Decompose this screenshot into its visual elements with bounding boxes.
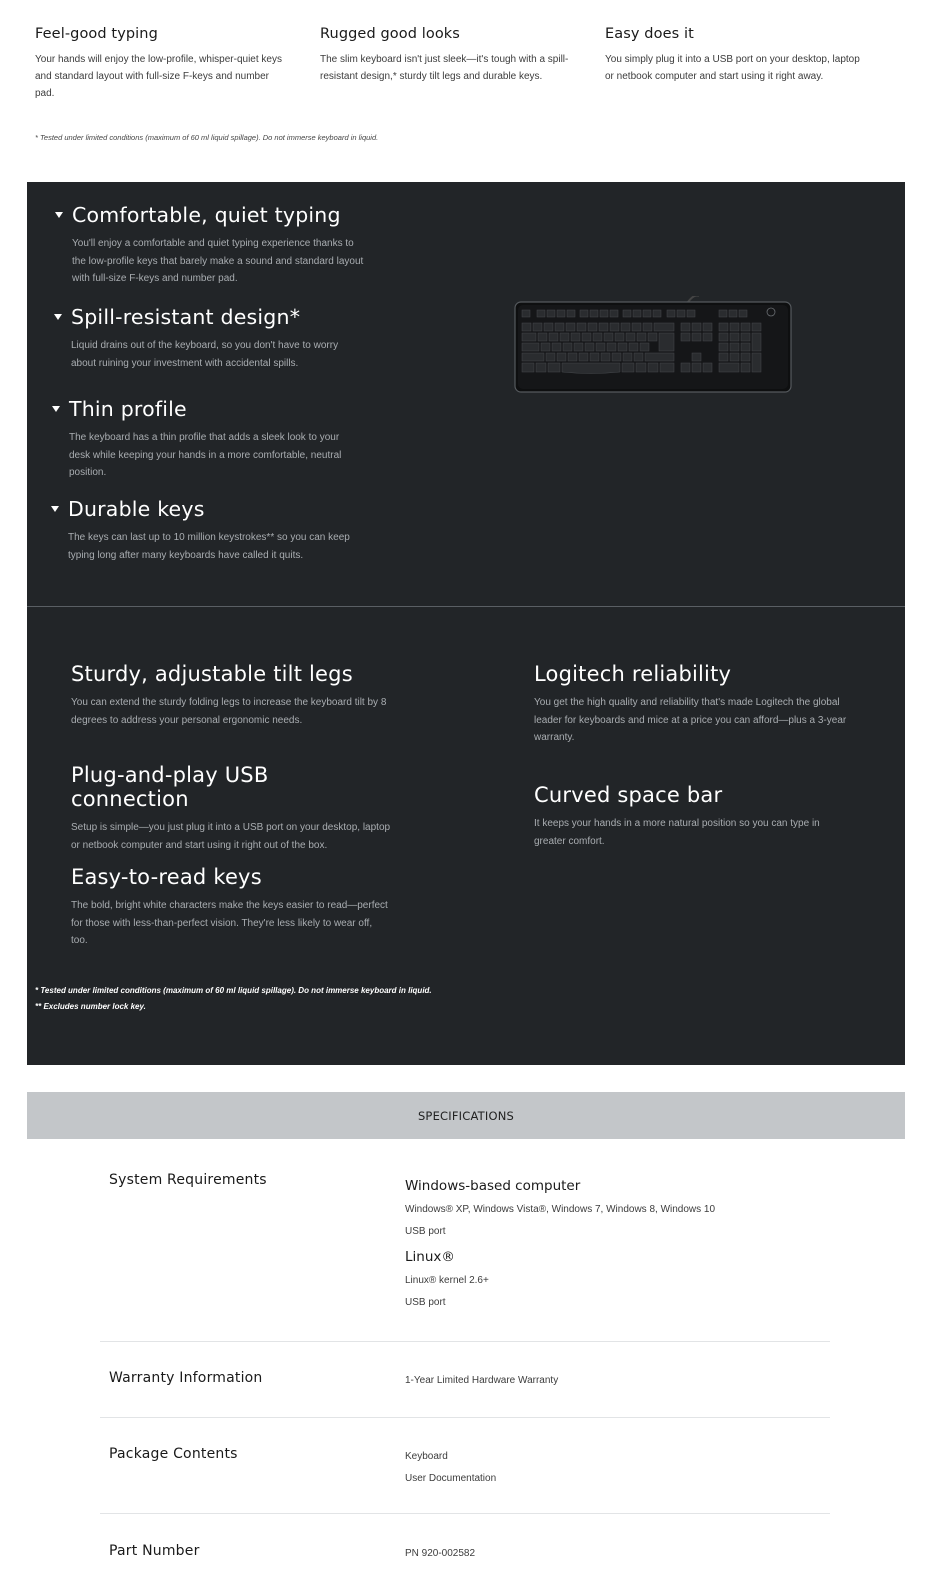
keyboard-product-image xyxy=(513,296,793,394)
spec-label: Package Contents xyxy=(109,1446,238,1462)
feature-heading: Spill-resistant design* xyxy=(71,305,301,329)
spec-label: Warranty Information xyxy=(109,1370,263,1386)
spec-label: System Requirements xyxy=(109,1172,267,1188)
feature-logitech-reliability xyxy=(534,662,864,747)
spec-package-contents xyxy=(100,1446,830,1496)
feature-title: Rugged good looks xyxy=(320,26,460,42)
feature-list-panel xyxy=(27,182,905,606)
feature-easy-to-read-keys xyxy=(71,865,391,950)
spec-line: Windows® XP, Windows Vista®, Windows 7, Windows 8, Windows 10 xyxy=(405,1204,716,1215)
caret-down-icon xyxy=(54,314,62,320)
feature-heading: Easy-to-read keys xyxy=(71,865,262,889)
numlock-footnote: ** Excludes number lock key. xyxy=(35,1002,146,1011)
feature-durable-keys xyxy=(51,497,361,564)
spec-value xyxy=(405,1370,558,1392)
spec-value xyxy=(405,1178,715,1314)
caret-down-icon xyxy=(55,212,63,218)
spec-divider xyxy=(100,1513,830,1514)
spec-warranty xyxy=(100,1370,830,1400)
caret-down-icon xyxy=(51,506,59,512)
feature-heading: Plug-and-play USB connection xyxy=(71,763,269,811)
spec-group-title: Windows-based computer xyxy=(405,1178,581,1194)
spec-line: 1-Year Limited Hardware Warranty xyxy=(405,1375,559,1386)
spec-line: PN 920-002582 xyxy=(405,1548,476,1559)
specifications-header xyxy=(27,1092,905,1139)
feature-spill-resistant xyxy=(54,305,354,372)
spill-footnote: * Tested under limited conditions (maximum of 60 ml liquid spillage). Do not immerse keyboard in liquid. xyxy=(35,986,432,995)
spec-value xyxy=(405,1543,475,1565)
feature-usb-connection xyxy=(71,763,391,854)
top-feature-strip xyxy=(0,0,925,183)
feature-text: You get the high quality and reliability that's made Logitech the global leader for keyboards and mice at a price you can afford—plus a 3-year warranty. xyxy=(534,697,847,743)
feature-heading: Curved space bar xyxy=(534,783,723,807)
spec-divider xyxy=(100,1341,830,1342)
feature-heading: Logitech reliability xyxy=(534,662,732,686)
specifications-title: SPECIFICATIONS xyxy=(417,1108,515,1123)
feature-text: Liquid drains out of the keyboard, so you don't have to worry about ruining your investment with accidental spills. xyxy=(71,340,339,369)
top-footnote: * Tested under limited conditions (maximum of 60 ml liquid spillage). Do not immerse keyboard in liquid. xyxy=(35,133,379,142)
feature-title: Feel-good typing xyxy=(35,26,158,42)
feature-text: Your hands will enjoy the low-profile, whisper-quiet keys and standard layout with full-size F-keys and number pad. xyxy=(35,54,282,99)
feature-text: The bold, bright white characters make the keys easier to read—perfect for those with less-than-perfect vision. They're less likely to wear off, too. xyxy=(71,900,388,946)
spec-line: Linux® kernel 2.6+ xyxy=(405,1275,489,1286)
feature-thin-profile xyxy=(52,397,352,482)
feature-rugged-good-looks xyxy=(320,26,575,85)
feature-heading: Thin profile xyxy=(69,397,187,421)
feature-heading: Durable keys xyxy=(68,497,205,521)
feature-feel-good-typing xyxy=(35,26,290,102)
spec-system-requirements xyxy=(100,1165,830,1325)
feature-text: The keys can last up to 10 million keystrokes** so you can keep typing long after many keyboards have called it quits. xyxy=(68,532,350,561)
spec-part-number xyxy=(100,1543,830,1573)
feature-easy-does-it xyxy=(605,26,860,85)
spec-divider xyxy=(100,1417,830,1418)
spec-group-title: Linux® xyxy=(405,1249,455,1265)
feature-title: Easy does it xyxy=(605,26,694,42)
spec-line: USB port xyxy=(405,1297,446,1308)
feature-text: Setup is simple—you just plug it into a USB port on your desktop, laptop or netbook computer and start using it right out of the box. xyxy=(71,822,391,851)
feature-heading: Comfortable, quiet typing xyxy=(72,203,341,227)
feature-text: You can extend the sturdy folding legs to increase the keyboard tilt by 8 degrees to address your personal ergonomic needs. xyxy=(71,697,387,726)
caret-down-icon xyxy=(52,406,60,412)
feature-grid-panel xyxy=(27,607,905,1065)
spec-line: USB port xyxy=(405,1226,446,1237)
spec-value xyxy=(405,1446,496,1490)
feature-curved-space-bar xyxy=(534,783,844,850)
feature-text: The keyboard has a thin profile that adds a sleek look to your desk while keeping your hands in a more comfortable, neutral position. xyxy=(69,432,342,478)
feature-text: The slim keyboard isn't just sleek—it's tough with a spill-resistant design,* sturdy tilt legs and durable keys. xyxy=(320,54,569,82)
feature-text: You'll enjoy a comfortable and quiet typing experience thanks to the low-profile keys that barely make a sound and standard layout with full-size F-keys and number pad. xyxy=(72,238,364,284)
feature-tilt-legs xyxy=(71,662,401,729)
feature-text: It keeps your hands in a more natural position so you can type in greater comfort. xyxy=(534,818,820,847)
feature-heading: Sturdy, adjustable tilt legs xyxy=(71,662,353,686)
spec-line: Keyboard xyxy=(405,1451,448,1462)
spec-line: User Documentation xyxy=(405,1473,497,1484)
feature-comfortable-quiet-typing xyxy=(55,203,365,288)
feature-text: You simply plug it into a USB port on your desktop, laptop or netbook computer and start using it right away. xyxy=(605,54,860,82)
spec-label: Part Number xyxy=(109,1543,200,1559)
